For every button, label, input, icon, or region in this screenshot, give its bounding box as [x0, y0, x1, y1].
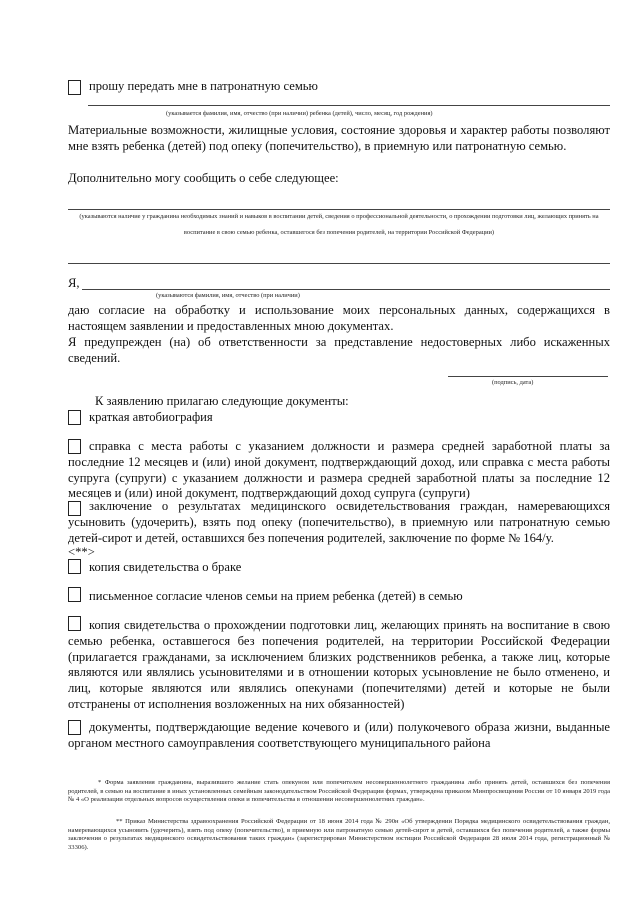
- blank-line[interactable]: [68, 263, 610, 264]
- marriage-certificate-checkbox[interactable]: [68, 559, 81, 574]
- family-consent-checkbox[interactable]: [68, 587, 81, 602]
- signature-hint: (подпись, дата): [492, 379, 534, 386]
- patronage-label: прошу передать мне в патронатную семью: [89, 79, 318, 93]
- footnote-1: * Форма заявления гражданина, выразившего желание стать опекуном или попечителем несовершеннолетнего гражданина либо принять детей, оставшихся без попечения родителей, в семью на воспитание в иных установленных семейным законодательством Российской Федерации формах, утверждена приказом Минпросвещения России от 10 января 2019 года № 4 «О реализации отдельных вопросов осуществления опеки и попечительства в отношении несовершеннолетних граждан».: [68, 779, 610, 804]
- name-hint: (указываются фамилия, имя, отчество (при наличии): [156, 292, 300, 299]
- additional-info-label: Дополнительно могу сообщить о себе следующее:: [68, 171, 339, 185]
- skills-hint: (указываются наличие у гражданина необходимых знаний и навыков в воспитании детей, сведения о профессиональной деятельности, о прохождении подготовки лиц, желающих принять на воспитание в свою семью ребенка, оставшегося без попечения родителей, на территории Российской Федерации): [79, 213, 599, 236]
- autobiography-label: краткая автобиография: [89, 410, 213, 424]
- marriage-certificate-label: копия свидетельства о браке: [89, 560, 242, 574]
- footnote-2: ** Приказ Министерства здравоохранения Российской Федерации от 18 июня 2014 года № 290н «Об утверждении Порядка медицинского освидетельствования граждан, намеревающихся усыновить (удочерить), взять под опеку (попечительство), в приемную или патронатную семью детей-сирот и детей, оставшихся без попечения родителей, а также формы заключения о результатах медицинского освидетельствования таких граждан» (зарегистрирован Министерством юстиции Российской Федерации 28 июля 2014 года, регистрационный № 33306).: [68, 818, 610, 851]
- child-info-hint: (указывается фамилия, имя, отчество (при наличии) ребенка (детей), число, месяц, год рождения): [166, 110, 433, 117]
- patronage-checkbox[interactable]: [68, 80, 81, 95]
- name-line[interactable]: [82, 289, 610, 290]
- signature-line[interactable]: [448, 376, 608, 377]
- nomadic-documents-label: документы, подтверждающие ведение кочевого и (или) полукочевого образа жизни, выданные органом местного самоуправления соответствующего муниципального района: [68, 720, 610, 750]
- child-info-line[interactable]: [88, 105, 610, 106]
- medical-conclusion-label: заключение о результатах медицинского освидетельствования граждан, намеревающихся усыновить (удочерить), взять под опеку (попечительство), в приемную или патронатную семью детей-сирот и детей, оставшихся без попечения родителей, заключение по форме № 164/у.: [68, 499, 610, 545]
- attachments-intro: К заявлению прилагаю следующие документы:: [95, 394, 349, 408]
- family-consent-label: письменное согласие членов семьи на прием ребенка (детей) в семью: [89, 589, 463, 603]
- medical-footnote-mark: <**>: [68, 545, 95, 559]
- income-certificate-label: справка с места работы с указанием должности и размера средней заработной платы за последние 12 месяцев и (или) иной документ, подтверждающий доход, или справка с места работы супруга (супруги) с указанием должности и размера средней заработной платы за последние 12 месяцев и (или) иной документ, подтверждающий доход супруга (супруги): [68, 439, 610, 501]
- training-certificate-label: копия свидетельства о прохождении подготовки лиц, желающих принять на воспитание в свою семью ребенка, оставшегося без попечения родителей, на территории Российской Федерации (прилагается гражданами, за исключением близких родственников ребенка, а также лиц, которые являются или являлись усыновителями и в отношении которых усыновление не было отменено, и лиц, которые являются или являлись опекунами (попечителями) детей и которые не были отстранены от исполнения возложенных на них обязанностей): [68, 618, 610, 711]
- warning-text: Я предупрежден (на) об ответственности за представление недостоверных либо искаженных сведений.: [68, 335, 610, 365]
- consent-text: даю согласие на обработку и использование моих персональных данных, содержащихся в настоящем заявлении и предоставленных мною документах.: [68, 303, 610, 333]
- autobiography-checkbox[interactable]: [68, 410, 81, 425]
- material-conditions-text: Материальные возможности, жилищные условия, состояние здоровья и характер работы позволяют мне взять ребенка (детей) под опеку (попечительство), в приемную или патронатную семью.: [68, 123, 610, 153]
- ya-label: Я,: [68, 276, 80, 290]
